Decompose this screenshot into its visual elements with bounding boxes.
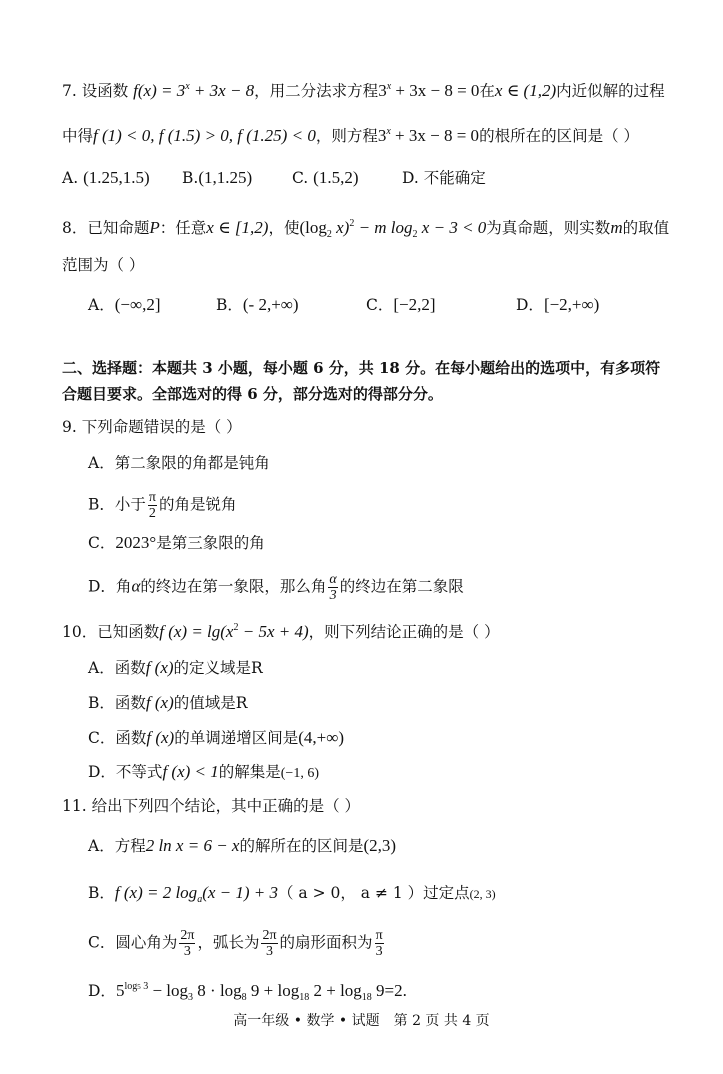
q10-stem: 10．已知函数f $(x) = \lg(x^2 - 5x + 4)$，则下列结论正确的是（ ）: [62, 622, 500, 641]
page-footer: 高一年级 • 数学 • 试题 第 2 页 共 4 页: [233, 1013, 490, 1029]
q9-option-c[interactable]: C．2023°是第三象限的角: [88, 533, 265, 552]
q8-option-d[interactable]: D．[−2,+∞): [516, 295, 600, 314]
q8-option-c[interactable]: C．[−2,2]: [366, 295, 436, 314]
q8-line1: 8．已知命题P：任意x ∈ [1,2)，使($\log_2$ x)$^2$ − m $\log_2 x - 3 < 0$为真命题，则实数m的取值: [62, 218, 670, 240]
q7-line2: 中得f (1) < 0, f (1.5) > 0, f (1.25) < 0，则方程$3^x + 3x - 8 = 0$的根所在的区间是（ ）: [62, 126, 639, 145]
q11-option-a[interactable]: A．方程2 ln x = 6 − x的解所在的区间是(2,3): [88, 836, 397, 855]
q7-equation: $3^x + 3x - 8 = 0$: [378, 81, 480, 100]
q8-line2: 范围为（ ）: [62, 256, 145, 274]
q11-option-b[interactable]: B．f (x) = 2 $\log_a(x - 1) + 3$（ a > 0， a ≠ 1 ）过定点(2, 3): [88, 883, 496, 905]
q8-option-b[interactable]: B．(- 2,+∞): [216, 295, 299, 314]
q11-option-c[interactable]: C．圆心角为 $\frac{2\pi}{3}$ ，弧长为 $\frac{2\pi}{3}$ 的扇形面积为 $\frac{\pi}{3}$: [88, 928, 383, 959]
q7-line1: 7. 设函数 $f(x) = 3^x + 3x - 8$，用二分法求方程$3^x + 3x - 8 = 0$在x ∈ (1,2)内近似解的过程: [62, 81, 665, 100]
q10-option-b[interactable]: B．函数f (x)的值域是R: [88, 693, 248, 712]
q8-option-a[interactable]: A．(−∞,2]: [88, 295, 161, 314]
q10-option-d[interactable]: D．不等式f (x) < 1的解集是(−1, 6): [88, 762, 319, 781]
q7-option-c[interactable]: C. (1.5,2): [292, 168, 359, 187]
q7-option-b[interactable]: B.(1,1.25): [182, 168, 253, 187]
q11-stem: 11. 给出下列四个结论，其中正确的是（ ）: [62, 797, 361, 815]
q7-function: $f(x) = 3^x + 3x - 8$: [133, 81, 255, 100]
q9-option-b[interactable]: B．小于 $\frac{\pi}{2}$ 的角是锐角: [88, 490, 237, 521]
section2-heading-line2: 合题目要求。全部选对的得 6 分，部分选对的得部分分。: [62, 385, 443, 403]
q7-option-d[interactable]: D. 不能确定: [402, 169, 486, 187]
q10-option-a[interactable]: A．函数f (x)的定义域是R: [88, 658, 263, 677]
q7-option-a[interactable]: A. (1.25,1.5): [62, 168, 150, 187]
q9-stem: 9. 下列命题错误的是（ ）: [62, 418, 242, 436]
q11-option-d[interactable]: D．$5^{log5 3} - \log_3 8 \cdot \log_8 9 + \log_{18} 2 + \log_{18} 9=2$.: [88, 981, 407, 1003]
section2-heading-line1: 二、选择题：本题共 3 小题，每小题 6 分，共 18 分。在每小题给出的选项中，有多项符: [62, 359, 661, 377]
q10-option-c[interactable]: C．函数f (x)的单调递增区间是(4,+∞): [88, 728, 345, 747]
q9-option-d[interactable]: D．角α的终边在第一象限，那么角 $\frac{\alpha}{3}$ 的终边在第二象限: [88, 572, 464, 603]
q9-option-a[interactable]: A．第二象限的角都是钝角: [88, 454, 270, 472]
